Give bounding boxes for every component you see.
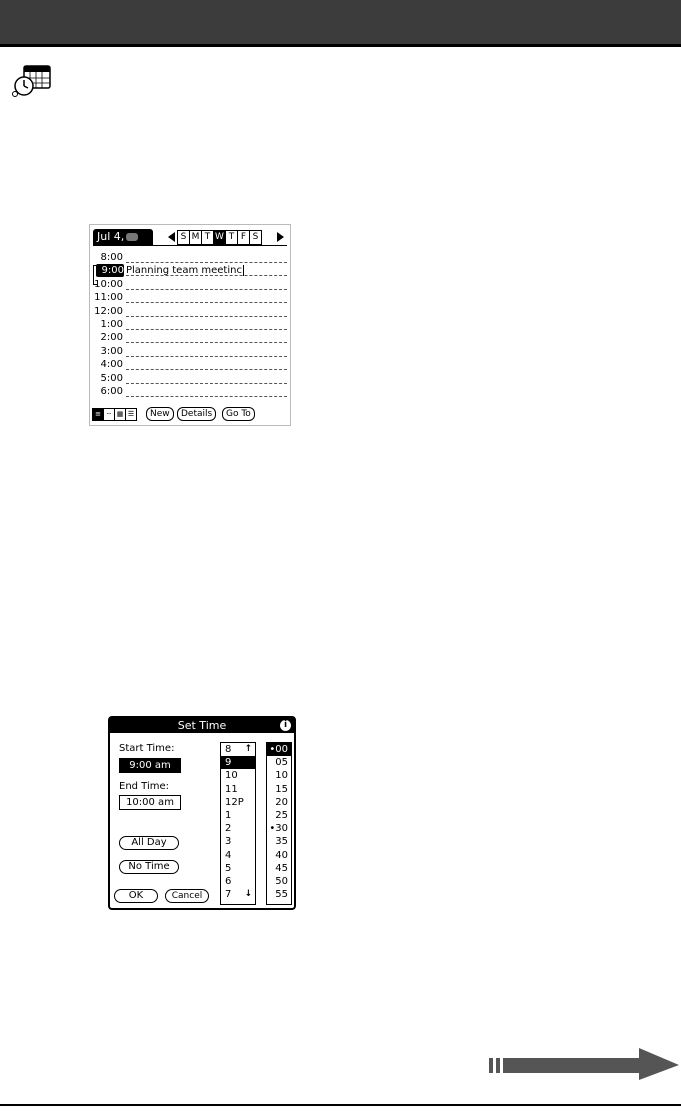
week-view-icon[interactable]: ┄ [103, 408, 115, 421]
hour-option[interactable]: 6 [225, 875, 232, 887]
time-slot-label[interactable]: 1:00 [100, 319, 123, 330]
slot-dotted-line [126, 329, 287, 330]
hour-option[interactable]: 5 [225, 862, 232, 874]
minute-option[interactable]: 55 [275, 889, 288, 901]
new-button[interactable]: New [146, 407, 174, 421]
footer-rule [0, 1104, 681, 1106]
time-slot-label[interactable]: 4:00 [100, 359, 123, 371]
time-slot-row[interactable] [93, 291, 287, 304]
previous-week-icon[interactable] [168, 232, 175, 242]
weekday-button[interactable]: F [237, 230, 250, 245]
minute-option[interactable]: 25 [275, 809, 288, 821]
scroll-down-icon[interactable]: ↓ [244, 889, 252, 900]
minute-option[interactable]: 35 [275, 836, 288, 848]
time-slot-row[interactable] [93, 278, 287, 291]
weekday-button[interactable]: S [249, 230, 262, 245]
hour-option[interactable]: 10 [225, 770, 238, 782]
end-time-field[interactable]: 10:00 am [119, 795, 181, 810]
time-slot-row[interactable] [93, 372, 287, 385]
minute-option[interactable]: 50 [275, 875, 288, 887]
slot-dotted-line [126, 356, 287, 357]
time-slot-label[interactable]: 9:00 [96, 264, 124, 277]
hour-option[interactable]: 7 ↓ [225, 889, 252, 901]
slot-dotted-line [126, 302, 287, 303]
hour-list[interactable] [220, 742, 256, 905]
time-slot-row[interactable] [93, 251, 287, 264]
minute-option[interactable]: 05 [275, 757, 288, 769]
agenda-view-icon[interactable]: ☰ [125, 408, 137, 421]
time-slot-label[interactable]: 2:00 [100, 332, 123, 344]
ok-button[interactable]: OK [114, 889, 158, 903]
weekday-button[interactable]: M [189, 230, 202, 245]
minute-option[interactable]: 45 [275, 862, 288, 874]
all-day-button[interactable]: All Day [119, 836, 179, 850]
next-page-arrow-icon[interactable] [489, 1048, 679, 1080]
year-redacted [126, 233, 138, 241]
info-icon[interactable]: i [280, 720, 291, 731]
scroll-up-icon[interactable]: ↑ [244, 744, 252, 754]
time-slot-row[interactable] [93, 345, 287, 358]
header-rule [0, 44, 681, 47]
weekday-button[interactable]: W [213, 230, 226, 245]
slot-dotted-line [126, 396, 287, 397]
day-view-icon[interactable]: ≡ [92, 408, 104, 421]
text-cursor [243, 265, 244, 276]
hour-option[interactable]: 12P [225, 796, 244, 808]
hour-option[interactable]: 2 [225, 823, 232, 835]
time-slot-label[interactable]: 5:00 [100, 372, 123, 384]
minute-option[interactable]: 20 [275, 796, 288, 808]
dialog-title: Set Time [177, 719, 227, 732]
hour-option[interactable]: 1 [225, 809, 232, 821]
start-time-label: Start Time: [119, 743, 175, 754]
slot-dotted-line [126, 316, 287, 317]
page-header-bar [0, 0, 681, 44]
minute-option[interactable]: 15 [275, 783, 288, 795]
end-time-label: End Time: [119, 781, 170, 792]
date-book-icon [10, 64, 54, 98]
time-slot-row[interactable] [93, 358, 287, 371]
minute-list[interactable] [266, 742, 292, 905]
time-slot-label[interactable]: 11:00 [94, 292, 123, 304]
no-time-button[interactable]: No Time [119, 860, 179, 874]
hour-option[interactable]: 11 [225, 783, 238, 795]
minute-option[interactable]: 10 [275, 770, 288, 782]
dialog-title-bar [110, 718, 294, 733]
slot-dotted-line [126, 262, 287, 263]
minute-option[interactable]: •00 [267, 743, 291, 756]
start-time-field[interactable]: 9:00 am [119, 758, 181, 773]
hour-option[interactable]: 8 ↑ [225, 744, 252, 755]
slot-dotted-line [126, 369, 287, 370]
time-slot-row[interactable] [93, 318, 287, 331]
week-selector [178, 230, 262, 245]
hour-option[interactable]: 9 [221, 756, 255, 769]
time-slot-row[interactable] [93, 264, 287, 277]
cancel-button[interactable]: Cancel [165, 889, 209, 903]
time-slot-row[interactable] [93, 331, 287, 344]
time-slot-row[interactable] [93, 305, 287, 318]
weekday-button[interactable]: S [177, 230, 190, 245]
slot-dotted-line [126, 289, 287, 290]
set-time-dialog [108, 716, 296, 910]
time-slot-label[interactable]: 3:00 [100, 345, 123, 357]
view-selector [93, 408, 137, 421]
slot-dotted-line [126, 342, 287, 343]
time-slot-label[interactable]: 12:00 [94, 305, 123, 317]
time-slot-label[interactable]: 10:00 [94, 278, 123, 290]
time-slot-label[interactable]: 8:00 [100, 252, 123, 263]
month-view-icon[interactable]: ▦ [114, 408, 126, 421]
next-week-icon[interactable] [277, 232, 284, 242]
bottom-bar [93, 407, 287, 421]
date-tab[interactable] [93, 229, 153, 245]
go-to-button[interactable]: Go To [222, 407, 255, 421]
title-underline [93, 245, 287, 246]
hour-option[interactable]: 3 [225, 836, 232, 848]
time-slot-row[interactable] [93, 385, 287, 398]
date-book-day-view [90, 225, 290, 425]
weekday-button[interactable]: T [225, 230, 238, 245]
event-description[interactable]: Planning team meetinc [126, 265, 242, 277]
weekday-button[interactable]: T [201, 230, 214, 245]
minute-option[interactable]: •30 [269, 823, 288, 835]
date-label: Jul 4, [97, 230, 125, 243]
slot-dotted-line [126, 383, 287, 384]
details-button[interactable]: Details [177, 407, 216, 421]
time-slot-label[interactable]: 6:00 [100, 386, 123, 397]
minute-option[interactable]: 40 [275, 849, 288, 861]
hour-option[interactable]: 4 [225, 849, 232, 861]
event-duration-bracket [93, 265, 97, 285]
